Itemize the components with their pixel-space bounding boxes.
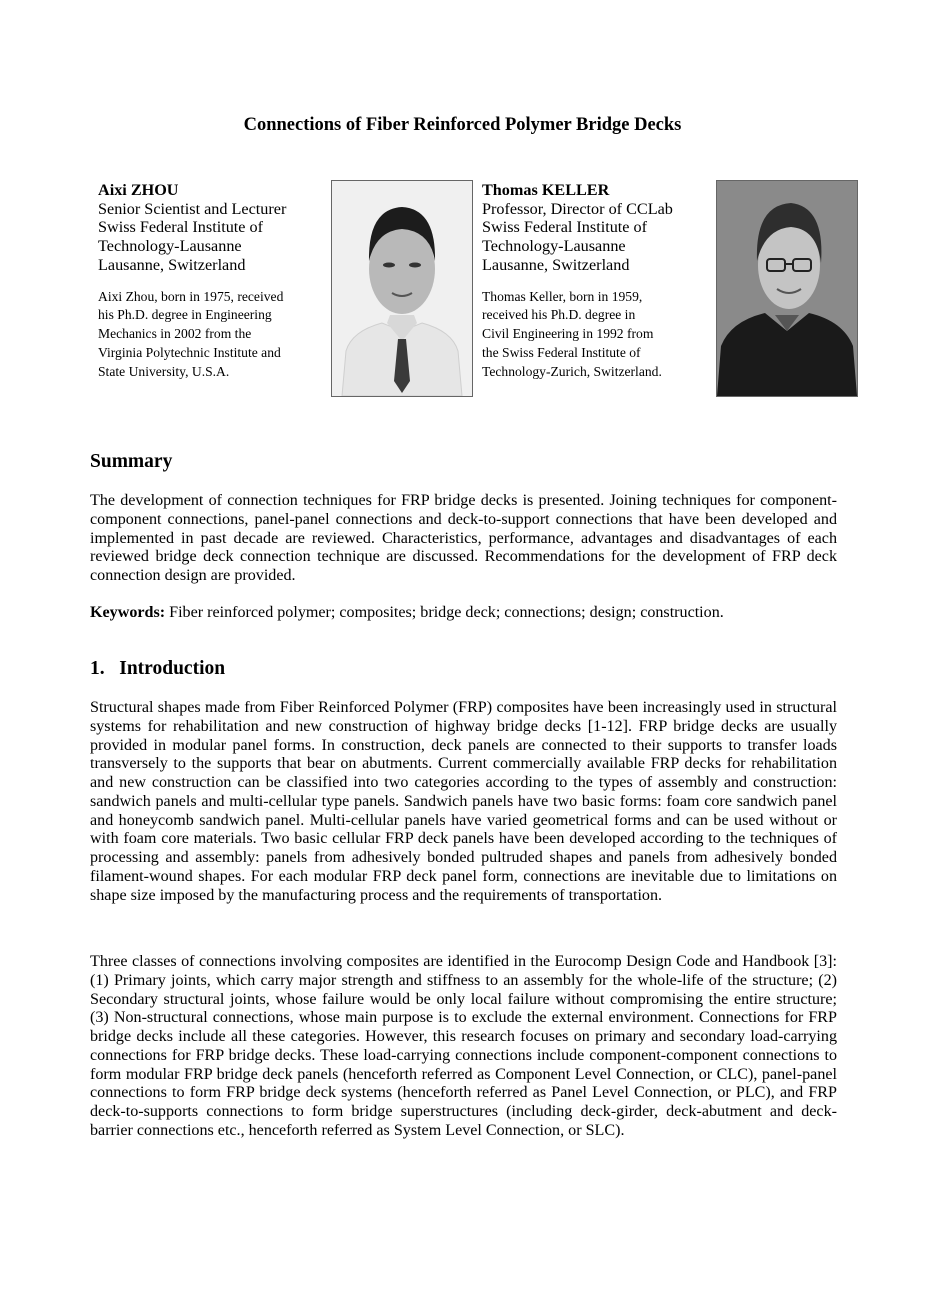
keywords-label: Keywords: xyxy=(90,604,166,621)
introduction-heading xyxy=(90,658,225,680)
author-affiliation-line: Swiss Federal Institute of xyxy=(98,218,264,237)
bio-line: Virginia Polytechnic Institute and xyxy=(98,344,281,360)
bio-line: received his Ph.D. degree in xyxy=(482,307,636,323)
paper-title: Connections of Fiber Reinforced Polymer Bridge Decks xyxy=(243,115,682,135)
author-name: Thomas KELLER xyxy=(482,181,610,199)
author-affiliation-line: Swiss Federal Institute of xyxy=(482,218,648,237)
bio-line: State University, U.S.A. xyxy=(98,363,230,379)
bio-line: his Ph.D. degree in Engineering xyxy=(98,307,272,323)
summary-heading: Summary xyxy=(90,451,173,472)
bio-line: Aixi Zhou, born in 1975, received xyxy=(98,288,284,304)
author-affiliation-line: Technology-Lausanne xyxy=(482,237,626,256)
intro-paragraph-2: Three classes of connections involving composites are identified in the Eurocomp Design Code and Handbook [3]: (1) Primary joints, which carry major strength and stiffness to an assembly for the whole-life of the structure; (2) Secondary structural joints, whose failure would be only local failure without compromising the entire structure; (3) Non-structural connections, whose main purpose is to exclude the external environment. Connections for FRP bridge decks include all these categories. However, this research focuses on primary and secondary load-carrying connections for FRP bridge decks. These load-carrying connections include component-component connections to form modular FRP bridge deck panels (henceforth referred as Component Level Connection, or CLC), panel-panel connections to form FRP bridge deck systems (henceforth referred as Panel Level Connection, or PLC), and FRP deck-to-supports connections to form bridge superstructures (including deck-girder, deck-abutment and deck-barrier connections etc., henceforth referred as System Level Connection, or SLC). xyxy=(90,953,837,1139)
author-block-keller xyxy=(482,181,714,382)
bio-line: the Swiss Federal Institute of xyxy=(482,344,641,360)
bio-line: Civil Engineering in 1992 from xyxy=(482,326,654,342)
author-photo-zhou xyxy=(331,180,473,397)
author-affiliation-line: Technology-Lausanne xyxy=(98,237,242,256)
summary-paragraph: The development of connection techniques for FRP bridge decks is presented. Joining techniques for component-component connections, panel-panel connections and deck-to-support connections that have been developed and implemented in past decade are reviewed. Characteristics, performance, advantages and disadvantages of each reviewed bridge deck connection technique are discussed. Recommendations for the development of FRP deck connection design are provided. xyxy=(90,492,837,584)
intro-paragraph-1: Structural shapes made from Fiber Reinforced Polymer (FRP) composites have been increasingly used in structural systems for rehabilitation and new construction of highway bridge decks [1-12]. FRP bridge decks are usually provided in modular panel forms. In construction, deck panels are connected to their supports to transfer loads transversely to the supports that bear on abutments. Current commercially available FRP decks for rehabilitation and new construction can be classified into two categories according to the types of assembly and construction: sandwich panels and multi-cellular type panels. Sandwich panels have two basic forms: foam core sandwich panel and honeycomb sandwich panel. Multi-cellular panels have varied geometrical forms and can be used without or with foam core materials. Two basic cellular FRP deck panels have been developed according to the techniques of processing and assembly: panels from adhesively bonded pultruded shapes and panels from adhesively bonded filament-wound shapes. For each modular FRP deck panel form, connections are inevitable due to limitations on shape size imposed by the manufacturing process and the requirements of transportation. xyxy=(90,699,837,904)
author-affiliation-line: Lausanne, Switzerland xyxy=(98,255,246,274)
bio-line: Thomas Keller, born in 1959, xyxy=(482,288,643,304)
section-title: Introduction xyxy=(119,658,226,679)
section-number: 1. xyxy=(90,658,105,679)
keywords-line xyxy=(90,604,837,623)
keywords-text: Fiber reinforced polymer; composites; bridge deck; connections; design; construction. xyxy=(169,604,724,621)
author-affiliation-line: Lausanne, Switzerland xyxy=(482,255,630,274)
author-bio xyxy=(482,288,714,382)
author-affiliation-line: Senior Scientist and Lecturer xyxy=(98,199,287,218)
bio-line: Mechanics in 2002 from the xyxy=(98,326,252,342)
author-affiliation-line: Professor, Director of CCLab xyxy=(482,199,673,218)
author-name: Aixi ZHOU xyxy=(98,181,179,199)
author-bio xyxy=(98,288,330,382)
author-photo-keller xyxy=(716,180,858,397)
author-block-zhou xyxy=(98,181,330,382)
bio-line: Technology-Zurich, Switzerland. xyxy=(482,363,662,379)
